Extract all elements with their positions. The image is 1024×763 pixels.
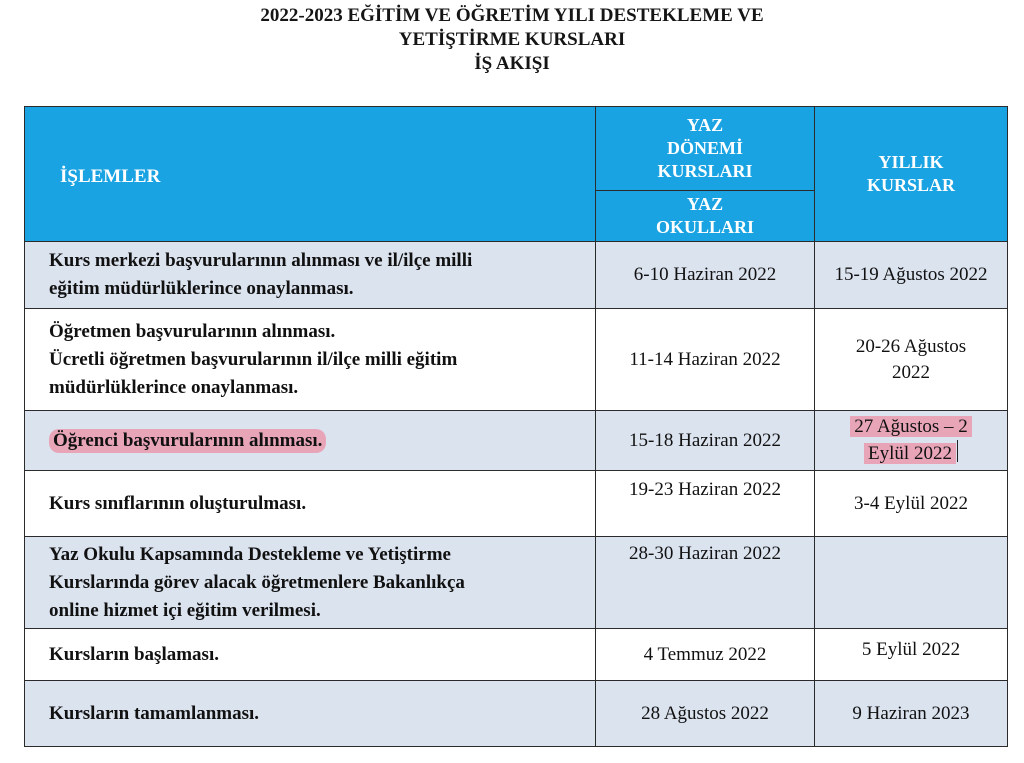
summer-date-cell: 28-30 Haziran 2022 (596, 537, 815, 629)
operation-cell (25, 411, 596, 471)
title-line-3: İŞ AKIŞI (474, 53, 550, 74)
annual-date-cell: 3-4 Eylül 2022 (815, 471, 1008, 537)
title-line-2: YETİŞTİRME KURSLARI (398, 29, 626, 50)
annual-date-cell: 20-26 Ağustos 2022 (815, 309, 1008, 411)
highlighted-text[interactable]: 27 Ağustos – 2 (850, 416, 972, 437)
summer-date-cell: 11-14 Haziran 2022 (596, 309, 815, 411)
header-operations: İŞLEMLER (25, 107, 596, 242)
operation-cell: Kurs sınıflarının oluşturulması. (25, 471, 596, 537)
operation-cell: Kurs merkezi başvurularının alınması ve il/ilçe milli eğitim müdürlüklerince onaylanması. (25, 242, 596, 309)
highlighted-text[interactable]: Eylül 2022 (864, 443, 956, 464)
table-row (25, 309, 1008, 411)
highlighted-text[interactable]: Öğrenci başvurularının alınması. (49, 429, 326, 453)
annual-date-cell: 9 Haziran 2023 (815, 681, 1008, 747)
annual-date-cell (815, 411, 1008, 471)
summer-date-cell: 15-18 Haziran 2022 (596, 411, 815, 471)
annual-date-cell: 15-19 Ağustos 2022 (815, 242, 1008, 309)
operation-cell: Yaz Okulu Kapsamında Destekleme ve Yetiştirme Kurslarında görev alacak öğretmenlere Bakanlıkça online hizmet içi eğitim verilmesi. (25, 537, 596, 629)
header-summer-schools: YAZ OKULLARI (596, 191, 815, 242)
header-annual-courses: YILLIK KURSLAR (815, 107, 1008, 242)
table-row (25, 537, 1008, 629)
summer-date-cell: 19-23 Haziran 2022 (596, 471, 815, 537)
table-row (25, 242, 1008, 309)
summer-date-cell: 28 Ağustos 2022 (596, 681, 815, 747)
table-row (25, 681, 1008, 747)
header-summer-courses: YAZ DÖNEMİ KURSLARI (596, 107, 815, 191)
title-line-1: 2022-2023 EĞİTİM VE ÖĞRETİM YILI DESTEKLEME VE (260, 5, 764, 26)
operation-cell: Kursların tamamlanması. (25, 681, 596, 747)
table-row (25, 471, 1008, 537)
table-row (25, 411, 1008, 471)
workflow-table (24, 106, 1008, 747)
operation-cell: Kursların başlaması. (25, 629, 596, 681)
table-row (25, 629, 1008, 681)
annual-date-cell: 5 Eylül 2022 (815, 629, 1008, 681)
summer-date-cell: 6-10 Haziran 2022 (596, 242, 815, 309)
annual-date-cell (815, 537, 1008, 629)
document-title (0, 4, 1024, 76)
summer-date-cell: 4 Temmuz 2022 (596, 629, 815, 681)
text-cursor (957, 440, 958, 462)
operation-cell: Öğretmen başvurularının alınması. Ücretli öğretmen başvurularının il/ilçe milli eğitim müdürlüklerince onaylanması. (25, 309, 596, 411)
